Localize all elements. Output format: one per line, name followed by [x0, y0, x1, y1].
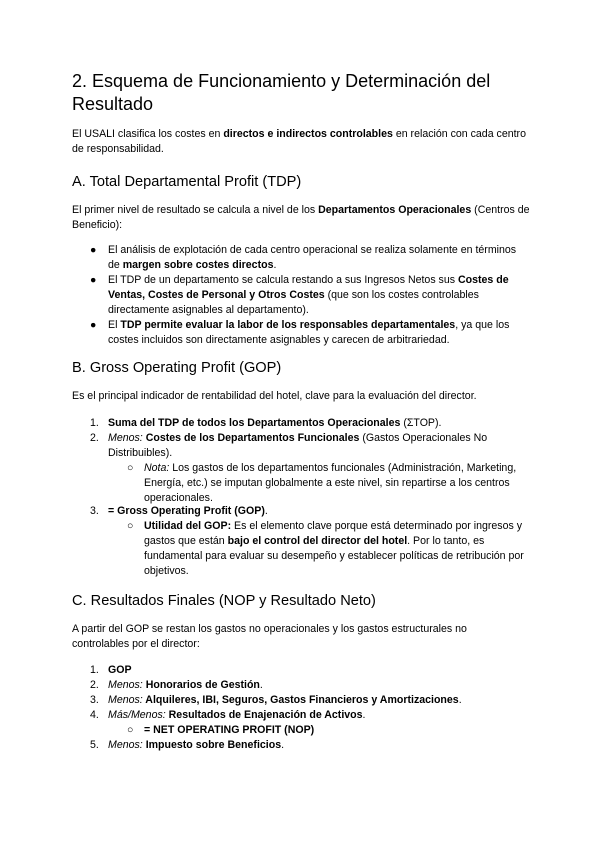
item-bold: Impuesto sobre Beneficios — [142, 739, 282, 751]
final-sub-nop — [144, 723, 524, 738]
bullet-marker: ● — [90, 244, 97, 256]
bullet-bold: margen sobre costes directos — [122, 259, 274, 271]
item-italic: Menos: — [108, 739, 143, 751]
bullet-bold: Costes de Ventas, Costes de Personal y Otros Costes — [108, 274, 509, 301]
gop-sub-note — [144, 461, 529, 506]
intro-paragraph — [72, 127, 532, 157]
item-bold: = Gross Operating Profit (GOP) — [108, 505, 265, 517]
final-item-5 — [108, 738, 528, 753]
item-text: . — [458, 694, 462, 706]
note-italic: Nota: — [144, 462, 170, 474]
item-bold: Resultados de Enajenación de Activos — [165, 709, 363, 721]
item-bold: Costes de los Departamentos Funcionales — [142, 432, 360, 444]
gop-paragraph: Es el principal indicador de rentabilidad del hotel, clave para la evaluación del director. — [72, 390, 477, 402]
list-number: 2. — [90, 679, 99, 691]
utility-bold: Utilidad del GOP: — [144, 520, 232, 532]
list-number: 3. — [90, 505, 99, 517]
intro-bold: directos e indirectos controlables — [223, 128, 393, 140]
item-text: . — [362, 709, 366, 721]
item-bold: Honorarios de Gestión — [142, 679, 260, 691]
gop-item-1 — [108, 416, 528, 431]
list-number: 4. — [90, 709, 99, 721]
item-italic: Menos: — [108, 694, 143, 706]
tdp-paragraph — [72, 203, 532, 233]
intro-text: El USALI clasifica los costes en — [72, 128, 224, 140]
final-item-1 — [108, 663, 528, 678]
utility-bold-2: bajo el control del director del hotel — [227, 535, 408, 547]
item-italic: Menos: — [108, 432, 143, 444]
heading-tdp: A. Total Departamental Profit (TDP) — [72, 174, 302, 190]
bullet-text-end: , ya que los costes incluidos son directamente asignables y carecen de arbitrariedad. — [108, 319, 510, 346]
list-number: 2. — [90, 432, 99, 444]
gop-item-3 — [108, 504, 528, 519]
bullet-text: El — [108, 319, 121, 331]
note-text: Los gastos de los departamentos funcionales (Administración, Marketing, Energía, etc.) se imputan globalmente a este nivel, sin repartirse a los centros operacionales. — [144, 462, 517, 504]
list-number: 1. — [90, 664, 99, 676]
item-italic: Más/Menos: — [108, 709, 166, 721]
final-item-3 — [108, 693, 548, 708]
heading-gop: B. Gross Operating Profit (GOP) — [72, 360, 282, 376]
item-text: . — [264, 505, 268, 517]
heading-final: C. Resultados Finales (NOP y Resultado Neto) — [72, 593, 376, 609]
section-title: 2. Esquema de Funcionamiento y Determinación del Resultado — [72, 71, 491, 114]
bullet-marker: ● — [90, 274, 97, 286]
nop-bold: = NET OPERATING PROFIT (NOP) — [144, 724, 315, 736]
sub-bullet-marker: ○ — [127, 462, 134, 474]
item-text: . — [259, 679, 263, 691]
sub-bullet-marker: ○ — [127, 520, 134, 532]
gop-item-2 — [108, 431, 518, 461]
bullet-text-end: (que son los costes controlables directamente asignables al departamento). — [108, 289, 479, 316]
item-text: (ΣTOP). — [400, 417, 442, 429]
list-number: 3. — [90, 694, 99, 706]
list-number: 1. — [90, 417, 99, 429]
sub-bullet-marker: ○ — [127, 724, 134, 736]
intro-text-end: en relación con cada centro de responsabilidad. — [72, 128, 526, 155]
bullet-text-end: . — [273, 259, 277, 271]
final-paragraph: A partir del GOP se restan los gastos no operacionales y los gastos estructurales no controlables por el director: — [72, 623, 467, 650]
tdp-bullet-3 — [108, 318, 528, 348]
final-item-4 — [108, 708, 528, 723]
item-text: (Gastos Operacionales No Distribuibles). — [108, 432, 488, 459]
item-bold: Alquileres, IBI, Seguros, Gastos Financieros y Amortizaciones — [142, 694, 459, 706]
item-bold: GOP — [108, 664, 132, 676]
tdp-text-end: (Centros de Beneficio): — [72, 204, 530, 231]
tdp-bullet-2 — [108, 273, 524, 318]
item-text: . — [281, 739, 285, 751]
bullet-marker: ● — [90, 319, 97, 331]
bullet-text: El TDP de un departamento se calcula restando a sus Ingresos Netos sus — [108, 274, 458, 286]
gop-sub-utility — [144, 519, 524, 579]
utility-text-end: . Por lo tanto, es fundamental para evaluar su desempeño y establecer políticas de retribución por objetivos. — [144, 535, 524, 577]
bullet-bold: TDP permite evaluar la labor de los responsables departamentales — [120, 319, 456, 331]
bullet-text: El análisis de explotación de cada centro operacional se realiza solamente en términos de — [108, 244, 517, 271]
final-item-2 — [108, 678, 528, 693]
item-bold: Suma del TDP de todos los Departamentos Operacionales — [108, 417, 401, 429]
list-number: 5. — [90, 739, 99, 751]
tdp-bold: Departamentos Operacionales — [318, 204, 472, 216]
item-italic: Menos: — [108, 679, 143, 691]
utility-text: Es el elemento clave porque está determinado por ingresos y gastos que están — [144, 520, 523, 547]
tdp-text: El primer nivel de resultado se calcula a nivel de los — [72, 204, 319, 216]
tdp-bullet-1 — [108, 243, 528, 273]
